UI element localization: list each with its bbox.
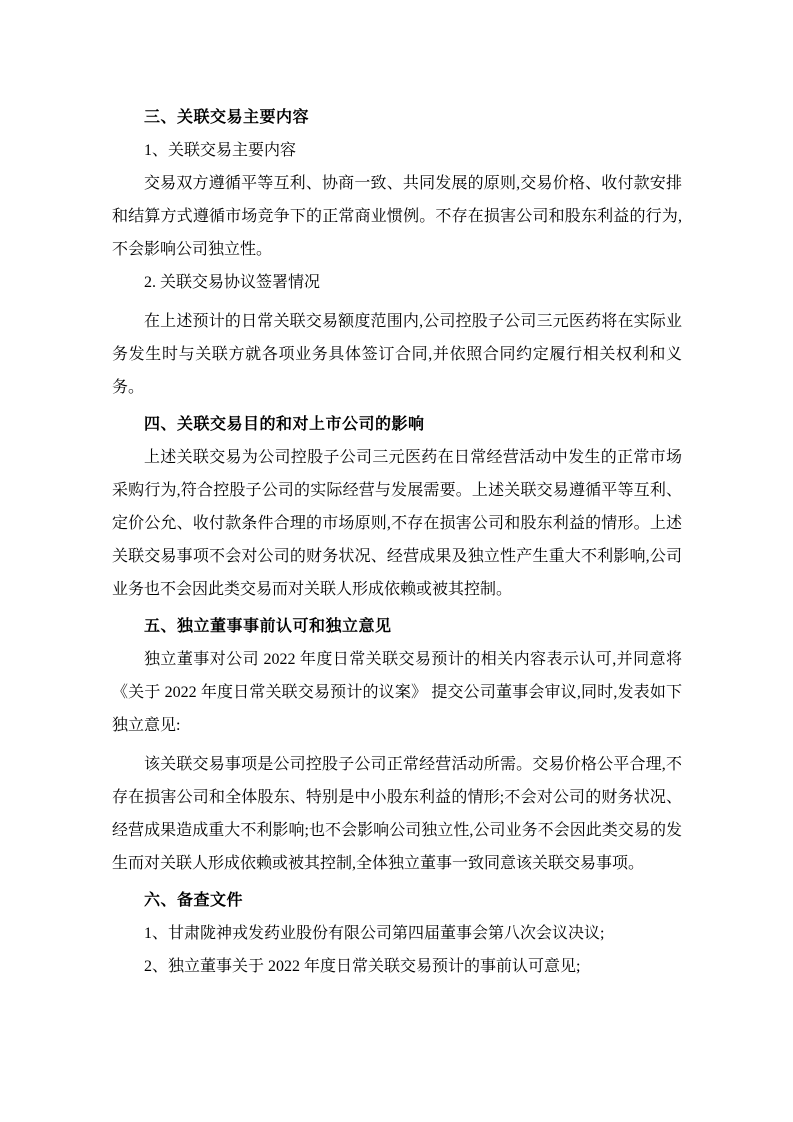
paragraph: 独立董事对公司 2022 年度日常关联交易预计的相关内容表示认可,并同意将《关于 2022 年度日常关联交易预计的议案》 提交公司董事会审议,同时,发表如下独立意见: bbox=[112, 651, 682, 734]
document-content bbox=[112, 97, 682, 983]
paragraph: 1、关联交易主要内容 bbox=[144, 142, 297, 159]
paragraph: 在上述预计的日常关联交易额度范围内,公司控股子公司三元医药将在实际业务发生时与关联方就各项业务具体签订合同,并依照合同约定履行相关权利和义务。 bbox=[112, 313, 682, 396]
paragraph: 上述关联交易为公司控股子公司三元医药在日常经营活动中发生的正常市场采购行为,符合控股子公司的实际经营与发展需要。上述关联交易遵循平等互利、定价公允、收付款条件合理的市场原则,不存在损害公司和股东利益的情形。上述关联交易事项不会对公司的财务状况、经营成果及独立性产生重大不利影响,公司业务也不会因此类交易而对关联人形成依赖或被其控制。 bbox=[112, 449, 682, 598]
section-heading-independent-directors: 五、独立董事事前认可和独立意见 bbox=[144, 618, 392, 635]
paragraph: 2. 关联交易协议签署情况 bbox=[144, 274, 321, 291]
section-heading-reference-documents: 六、备查文件 bbox=[144, 892, 244, 909]
paragraph: 交易双方遵循平等互利、协商一致、共同发展的原则,交易价格、收付款安排和结算方式遵循市场竞争下的正常商业惯例。不存在损害公司和股东利益的行为,不会影响公司独立性。 bbox=[112, 175, 682, 258]
section-heading-purpose-impact: 四、关联交易目的和对上市公司的影响 bbox=[144, 416, 425, 433]
paragraph: 1、甘肃陇神戎发药业股份有限公司第四届董事会第八次会议决议; bbox=[144, 925, 605, 942]
paragraph: 该关联交易事项是公司控股子公司正常经营活动所需。交易价格公平合理,不存在损害公司和全体股东、特别是中小股东利益的情形;不会对公司的财务状况、经营成果造成重大不利影响;也不会影响公司独立性,公司业务不会因此类交易的发生而对关联人形成依赖或被其控制,全体独立董事一致同意该关联交易事项。 bbox=[112, 756, 682, 872]
section-heading-main-content: 三、关联交易主要内容 bbox=[144, 109, 310, 126]
paragraph: 2、独立董事关于 2022 年度日常关联交易预计的事前认可意见; bbox=[144, 958, 581, 975]
